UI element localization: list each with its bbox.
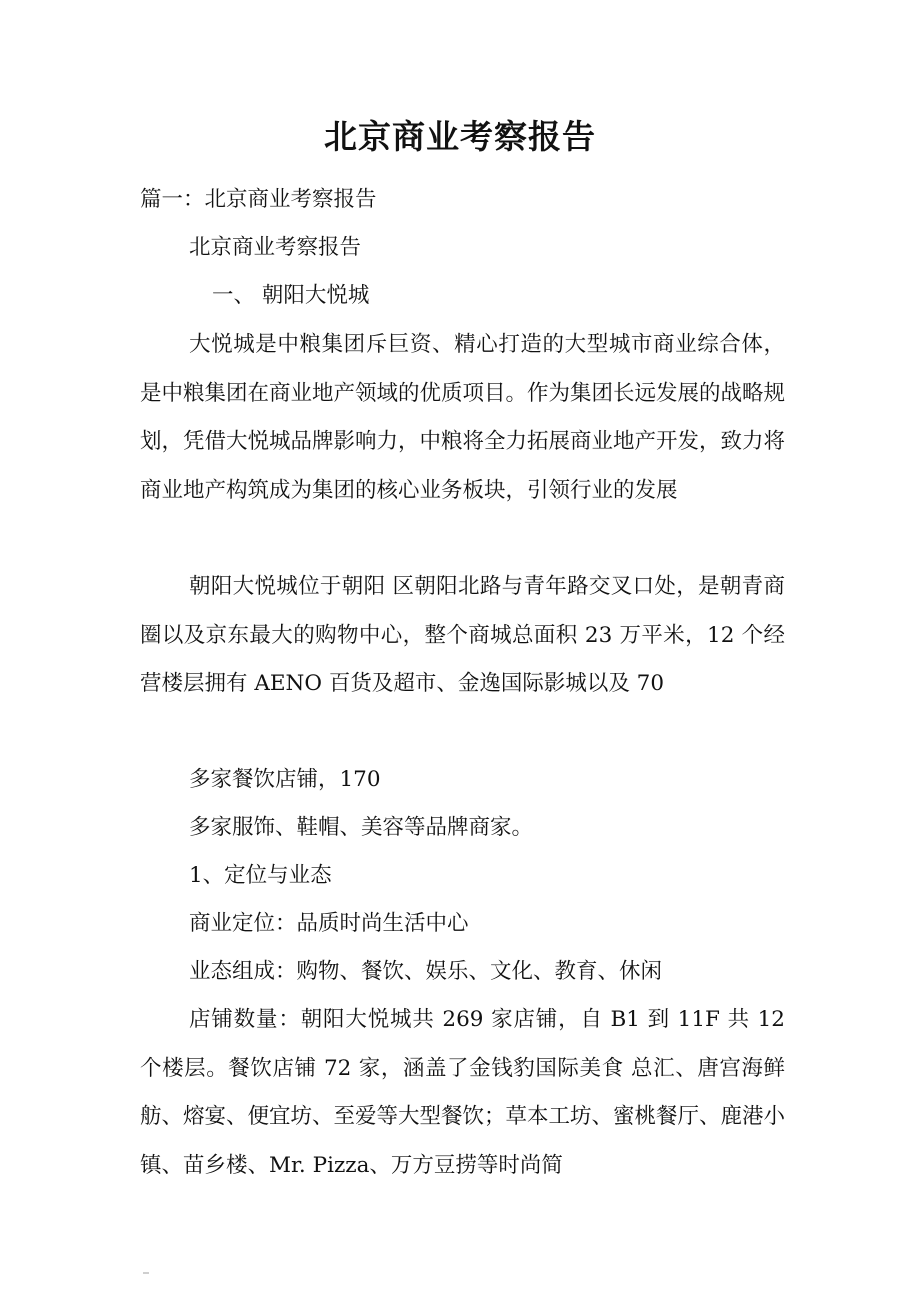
body-paragraph: 商业定位：品质时尚生活中心 bbox=[189, 911, 469, 936]
page-mark bbox=[143, 1272, 149, 1274]
body-paragraph: 多家餐饮店铺，170 bbox=[189, 767, 381, 792]
body-paragraph: 店铺数量：朝阳大悦城共 269 家店铺，自 B1 到 11F 共 12 个楼层。餐饮店铺 72 家，涵盖了金钱豹国际美食 总汇、唐宫海鲜舫、熔宴、便宜坊、至爱等大型餐饮；草本工坊、蜜桃餐厅、鹿港小镇、苗乡楼、Mr. Pizza、万方豆捞等时尚简 bbox=[140, 1007, 786, 1178]
body-paragraph: 多家服饰、鞋帽、美容等品牌商家。 bbox=[189, 815, 534, 840]
section-number-heading: 一、 朝阳大悦城 bbox=[212, 283, 370, 308]
document-title: 北京商业考察报告 bbox=[324, 117, 596, 156]
subtitle: 北京商业考察报告 bbox=[189, 235, 362, 260]
section-heading: 篇一：北京商业考察报告 bbox=[140, 187, 377, 212]
subsection-heading: 1、定位与业态 bbox=[189, 863, 332, 888]
body-paragraph: 大悦城是中粮集团斥巨资、精心打造的大型城市商业综合体，是中粮集团在商业地产领域的优质项目。作为集团长远发展的战略规划，凭借大悦城品牌影响力，中粮将全力拓展商业地产开发，致力将商业地产构筑成为集团的核心业务板块，引领行业的发展 bbox=[140, 332, 786, 503]
body-paragraph: 朝阳大悦城位于朝阳 区朝阳北路与青年路交叉口处，是朝青商圈以及京东最大的购物中心，整个商城总面积 23 万平米，12 个经营楼层拥有 AENO 百货及超市、金逸国际影城以及 70 bbox=[140, 574, 785, 696]
body-paragraph: 业态组成：购物、餐饮、娱乐、文化、教育、休闲 bbox=[189, 959, 663, 984]
